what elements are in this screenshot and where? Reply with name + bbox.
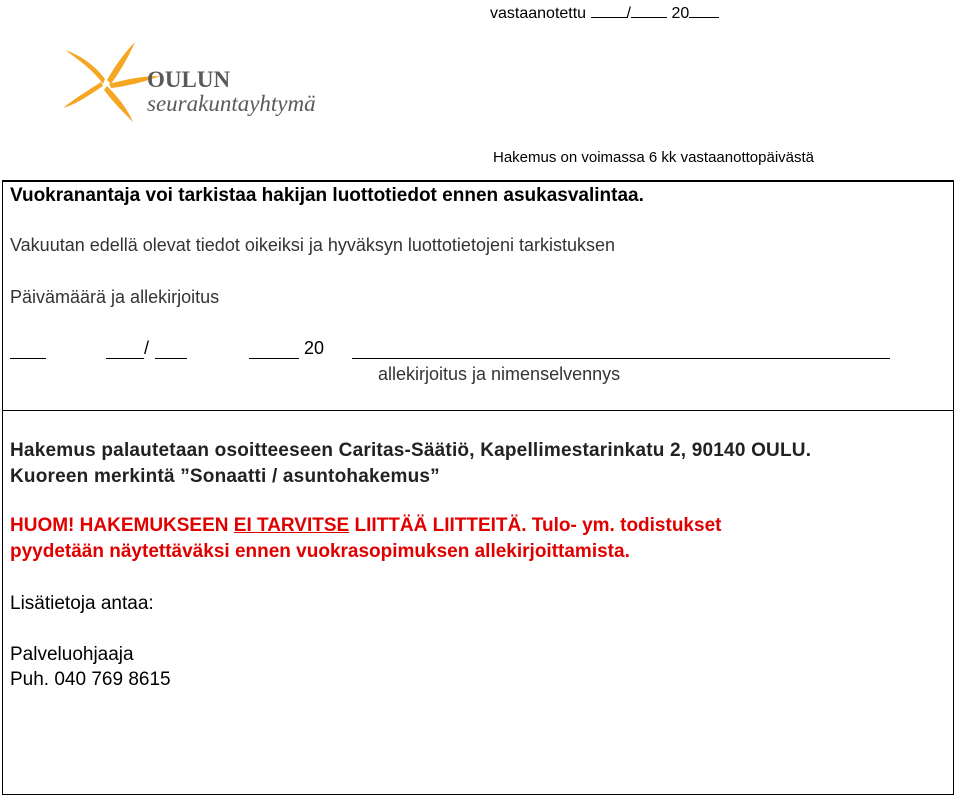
- return-address: Hakemus palautetaan osoitteeseen Caritas-Säätiö, Kapellimestarinkatu 2, 90140 OULU.: [10, 440, 812, 461]
- received-year-blank[interactable]: [689, 2, 719, 18]
- received-stamp: [490, 2, 719, 23]
- credit-check-statement: Vuokranantaja voi tarkistaa hakijan luottotiedot ennen asukasvalintaa.: [10, 185, 644, 206]
- assurance-statement: Vakuutan edellä olevat tiedot oikeiksi ja hyväksyn luottotietojeni tarkistuksen: [10, 235, 616, 255]
- notice-suffix: LIITTÄÄ LIITTEITÄ. Tulo- ym. todistukset: [349, 515, 722, 536]
- attachment-notice-line2: pyydetään näytettäväksi ennen vuokrasopimuksen allekirjoittamista.: [10, 541, 630, 562]
- date-signature-label: Päivämäärä ja allekirjoitus: [10, 287, 220, 307]
- date-month-field-2[interactable]: [155, 340, 187, 359]
- date-month-field[interactable]: [106, 340, 144, 359]
- notice-prefix: HUOM! HAKEMUKSEEN: [10, 515, 234, 536]
- envelope-marking: Kuoreen merkintä ”Sonaatti / asuntohakemus”: [10, 466, 440, 487]
- signature-field[interactable]: [352, 340, 890, 359]
- notice-underlined: EI TARVITSE: [233, 515, 350, 536]
- received-label: vastaanotettu: [490, 5, 587, 22]
- date-day-field[interactable]: [10, 340, 46, 359]
- validity-note: Hakemus on voimassa 6 kk vastaanottopäivästä: [493, 149, 814, 166]
- date-year-field[interactable]: [249, 340, 299, 359]
- received-year: 20: [671, 5, 690, 22]
- date-year-prefix: 20: [304, 338, 325, 358]
- received-month-blank[interactable]: [631, 2, 667, 18]
- signature-caption: allekirjoitus ja nimenselvennys: [378, 364, 621, 384]
- contact-phone: Puh. 040 769 8615: [10, 669, 171, 690]
- attachment-notice: [10, 515, 721, 537]
- contact-role: Palveluohjaaja: [10, 644, 134, 665]
- star-logo-icon: [55, 40, 355, 135]
- received-slash: /: [626, 5, 631, 22]
- logo-name-top: OULUN: [147, 67, 231, 92]
- received-day-blank[interactable]: [591, 2, 627, 18]
- date-slash: /: [144, 338, 150, 358]
- organization-logo: [55, 40, 355, 135]
- info-label: Lisätietoja antaa:: [10, 593, 154, 614]
- logo-name-bottom: seurakuntayhtymä: [147, 91, 316, 116]
